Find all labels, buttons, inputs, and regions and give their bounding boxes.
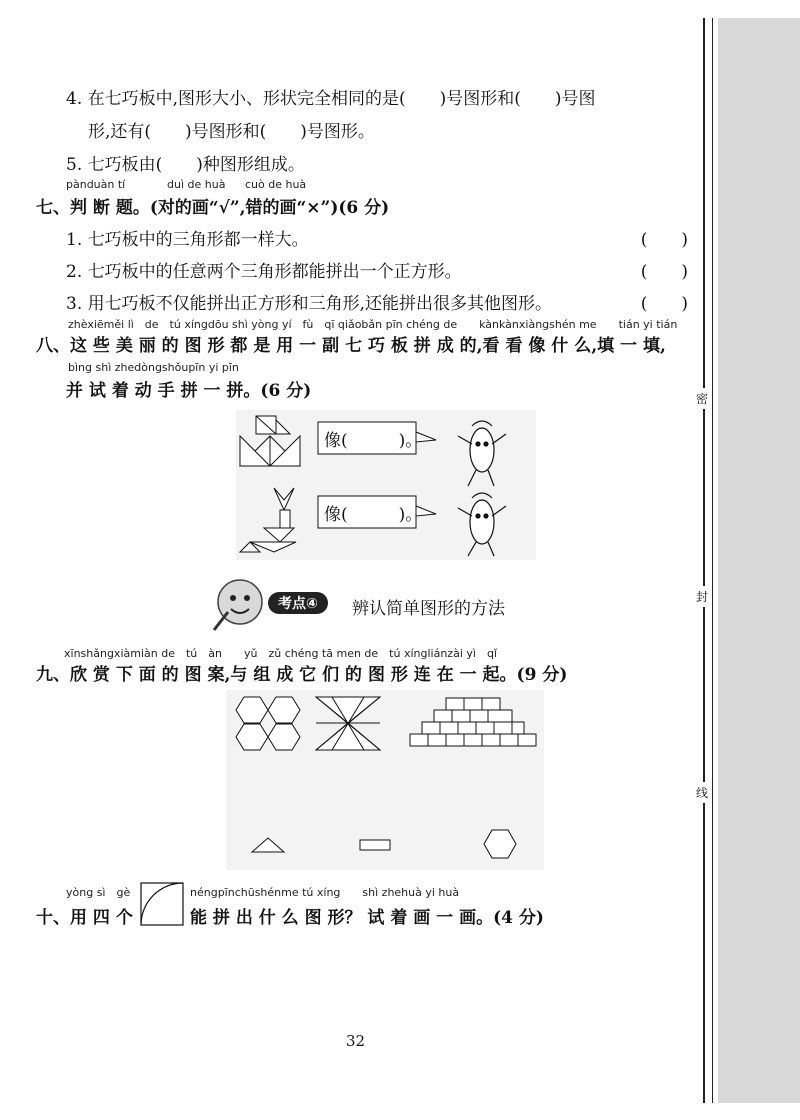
binding-margin (718, 18, 800, 1103)
rectangle-shape (360, 840, 390, 850)
s9-pinyin: xīnshǎngxiàmiàn de tú àn yǔ zǔ chéng tā men de tú xíngliánzài yì qǐ (64, 647, 497, 660)
binding-mi: 密 (695, 388, 709, 409)
s8-pinyin-2: bìng shì zhedòngshǒupīn yi pīn (68, 361, 239, 374)
binding-rule-thick (703, 18, 705, 1103)
s7-item-1: 1. 七巧板中的三角形都一样大。 (66, 230, 309, 250)
like-answer-2[interactable]: 像( )。 (324, 505, 423, 525)
s10-pinyin-a: yòng sì gè (66, 886, 131, 899)
s8-title-line1: 八、这 些 美 丽 的 图 形 都 是 用 一 副 七 巧 板 拼 成 的,看 看 像 什 么,填 一 填, (36, 336, 666, 356)
kaodian-title: 辨认简单图形的方法 (352, 599, 505, 619)
s8-pinyin-1: zhèxiēměi lì de tú xíngdōu shì yòng yí fù qī qiǎobǎn pīn chéng de kànkànxiàngshén me tián yi tián (68, 318, 678, 331)
s7-title: 七、判 断 题。(对的画“√”,错的画“×”)(6 分) (36, 198, 390, 218)
s8-title-line2: 并 试 着 动 手 拼 一 拼。(6 分) (66, 381, 312, 401)
binding-xian: 线 (695, 782, 709, 803)
binding-rule-thin (712, 18, 713, 1103)
s7-answer-box-2[interactable]: ( ) (640, 262, 688, 282)
quarter-circle-square-icon (140, 882, 184, 926)
q5-text: 5. 七巧板由( )种图形组成。 (66, 155, 305, 175)
binding-feng: 封 (695, 586, 709, 607)
s10-title-a: 十、用 四 个 (36, 908, 133, 928)
smiley-mascot-icon (204, 576, 270, 632)
s7-pinyin-3: cuò de huà (245, 178, 307, 191)
triangle-pattern (316, 697, 380, 750)
s10-pinyin-b: néngpīnchūshénme tú xíng shì zhehuà yi huà (190, 886, 460, 899)
s10-title-b: 能 拼 出 什 么 图 形？ 试 着 画 一 画。(4 分) (190, 908, 544, 928)
like-answer-1[interactable]: 像( )。 (324, 431, 423, 451)
s7-pinyin-1: pànduàn tí (66, 178, 126, 191)
page-number: 32 (346, 1032, 366, 1050)
pattern-matching-panel (226, 690, 544, 870)
kaodian-badge: 考点④ (268, 592, 328, 614)
q4-line2: 形,还有( )号图形和( )号图形。 (88, 122, 375, 142)
s7-item-3: 3. 用七巧板不仅能拼出正方形和三角形,还能拼出很多其他图形。 (66, 294, 553, 314)
s7-pinyin-2: duì de huà (167, 178, 226, 191)
q4-line1: 4. 在七巧板中,图形大小、形状完全相同的是( )号图形和( )号图 (66, 89, 596, 109)
s7-answer-box-3[interactable]: ( ) (640, 294, 688, 314)
s9-title: 九、欣 赏 下 面 的 图 案,与 组 成 它 们 的 图 形 连 在 一 起。(9 分) (36, 665, 568, 685)
s7-item-2: 2. 七巧板中的任意两个三角形都能拼出一个正方形。 (66, 262, 462, 282)
s7-answer-box-1[interactable]: ( ) (640, 230, 688, 250)
